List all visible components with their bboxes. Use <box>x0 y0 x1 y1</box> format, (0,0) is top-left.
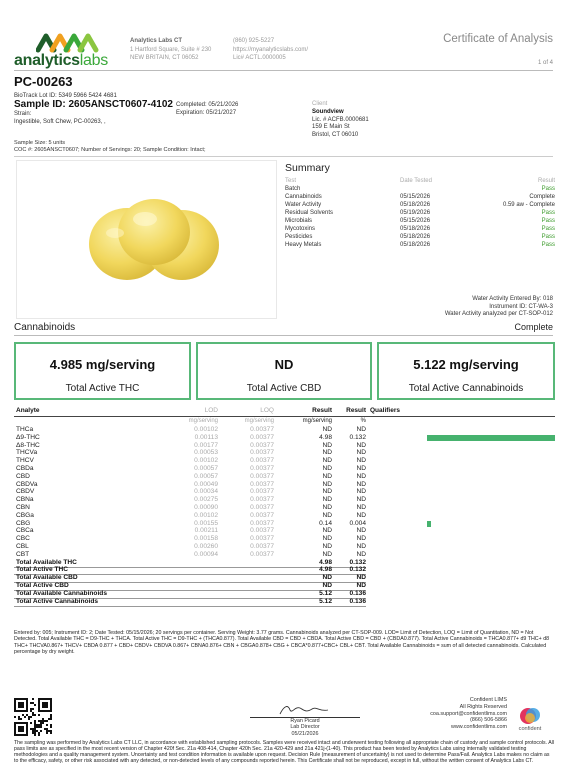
analyte-name: Δ8-THC <box>16 441 40 449</box>
analyte-name: CBDVa <box>16 480 38 488</box>
analyte-result-mg: ND <box>322 527 332 535</box>
cannabinoids-status: Complete <box>514 322 553 332</box>
summary-row <box>285 186 555 194</box>
analyte-lod: 0.00260 <box>194 543 218 550</box>
summary-row <box>285 210 555 218</box>
lab-logo <box>14 30 118 70</box>
summary-result: Pass <box>541 186 555 192</box>
analyte-lod: 0.00049 <box>194 480 218 488</box>
total-result-mg: ND <box>322 582 332 589</box>
summary-date: 05/18/2026 <box>400 242 431 248</box>
summary-date: 05/15/2026 <box>400 218 431 224</box>
completed-date: Completed: 05/21/2026 <box>176 102 239 108</box>
analyte-loq: 0.00377 <box>250 496 274 504</box>
signature-text <box>250 718 360 737</box>
analyte-lod: 0.00211 <box>194 527 218 535</box>
analyte-result-pct: ND <box>356 527 366 535</box>
lab-contact <box>233 37 308 63</box>
analyte-result-mg: ND <box>322 426 332 433</box>
box-label: Total Active Cannabinoids <box>408 383 524 394</box>
analyte-loq: 0.00377 <box>250 527 274 535</box>
lab-address-line1: 1 Hartford Square, Suite # 230 <box>130 46 212 53</box>
analyte-result-pct: ND <box>356 535 366 543</box>
table-row <box>14 496 555 504</box>
confident-lims-info <box>430 697 507 731</box>
client-name: Soundview <box>312 108 344 115</box>
water-activity-info <box>445 296 553 319</box>
analyte-lod: 0.00113 <box>194 433 218 441</box>
analyte-result-pct: ND <box>356 504 366 511</box>
product-photo <box>16 160 277 319</box>
total-result-mg: 4.98 <box>319 566 332 574</box>
total-result-pct: 0.132 <box>349 566 366 574</box>
total-active-thc-box <box>14 342 191 400</box>
analyte-lod: 0.00090 <box>194 504 218 511</box>
unit-result-mg: mg/serving <box>302 418 332 424</box>
coc-info: COC #: 2605ANSCT0607; Number of Servings: 20; Sample Condition: Intact; <box>14 146 206 153</box>
analyte-loq: 0.00377 <box>250 480 274 488</box>
table-row <box>14 488 555 496</box>
analyte-name: CBT <box>16 550 30 558</box>
document-title: Certificate of Analysis <box>443 33 553 45</box>
unit-lod: mg/serving <box>188 418 218 424</box>
summary-header-date: Date Tested <box>400 178 432 184</box>
total-row <box>14 566 555 574</box>
sample-dates <box>176 101 238 118</box>
analyte-loq: 0.00377 <box>250 465 274 472</box>
analyte-loq: 0.00377 <box>250 535 274 543</box>
section-divider <box>14 156 553 157</box>
signature-scribble-icon <box>250 700 360 717</box>
strain-label: Strain: <box>14 111 32 117</box>
analyte-result-pct: ND <box>356 465 366 472</box>
total-result-mg: 5.12 <box>319 597 332 605</box>
table-row <box>14 449 555 457</box>
analyte-loq: 0.00377 <box>250 426 274 433</box>
summary-result: Pass <box>541 226 555 232</box>
summary-row <box>285 218 555 226</box>
summary-row <box>285 194 555 202</box>
confident-logo-text: confident <box>518 726 542 732</box>
summary-test: Mycotoxins <box>285 226 316 232</box>
confident-website[interactable]: www.confidentlims.com <box>450 724 507 731</box>
analyte-name: THCV <box>16 457 34 465</box>
analyte-result-pct: ND <box>356 441 366 449</box>
analyte-result-pct: 0.004 <box>349 519 366 527</box>
analyte-name: CBN <box>16 504 30 511</box>
summary-test: Batch <box>285 186 301 192</box>
analyte-lod: 0.00158 <box>194 535 218 543</box>
summary-test: Cannabinoids <box>285 194 322 200</box>
analyte-result-pct: 0.132 <box>349 433 366 441</box>
summary-row <box>285 234 555 242</box>
summary-test: Pesticides <box>285 234 313 240</box>
expiration-date: Expiration: 05/21/2027 <box>176 110 237 117</box>
table-row <box>14 535 555 543</box>
table-row <box>14 434 555 442</box>
result-bar <box>427 435 555 441</box>
lab-name: Analytics Labs CT <box>130 38 183 44</box>
lab-website[interactable]: https://myanalyticslabs.com/ <box>233 46 309 53</box>
analyte-result-pct: ND <box>356 449 366 457</box>
box-label: Total Active THC <box>65 383 140 394</box>
table-row <box>14 457 555 465</box>
analyte-result-pct: ND <box>356 488 366 496</box>
result-bar <box>427 521 431 527</box>
header-qualifiers: Qualifiers <box>370 407 400 414</box>
table-row <box>14 473 555 481</box>
summary-result: Pass <box>541 210 555 216</box>
box-label: Total Active CBD <box>246 383 322 394</box>
summary-row <box>285 242 555 250</box>
header-lod: LOD <box>204 407 218 414</box>
summary-date: 05/15/2026 <box>400 194 431 200</box>
analyte-result-pct: ND <box>356 550 366 558</box>
analyte-loq: 0.00377 <box>250 543 274 550</box>
total-result-mg: 5.12 <box>319 589 332 597</box>
lab-address-line2: NEW BRITAIN, CT 06052 <box>130 55 199 62</box>
header-analyte: Analyte <box>16 407 40 414</box>
analyte-result-mg: ND <box>322 550 332 558</box>
analyte-result-mg: ND <box>322 488 332 496</box>
analyte-result-mg: ND <box>322 480 332 488</box>
analyte-loq: 0.00377 <box>250 449 274 457</box>
sample-size: Sample Size: 5 units <box>14 140 65 146</box>
analyte-result-pct: ND <box>356 511 366 519</box>
total-active-cannabinoids-box <box>377 342 555 400</box>
lab-logo-text: analyticslabs <box>14 52 108 69</box>
summary-date: 05/18/2026 <box>400 226 431 232</box>
table-row <box>14 512 555 520</box>
sample-size-info <box>14 140 206 154</box>
cannabinoids-title: Cannabinoids <box>14 322 76 333</box>
total-name: Total Active THC <box>16 566 69 574</box>
analyte-loq: 0.00377 <box>250 550 274 558</box>
total-result-pct: ND <box>356 574 366 582</box>
confident-line2: All Rights Reserved <box>459 703 507 710</box>
total-row <box>14 582 555 590</box>
analyte-name: CBD <box>16 472 30 480</box>
summary-result: Complete <box>529 194 555 200</box>
table-row <box>14 504 555 512</box>
signer-name: Ryan Picard <box>290 718 320 724</box>
summary-date: 05/18/2026 <box>400 202 431 208</box>
summary-row <box>285 202 555 210</box>
analyte-lod: 0.00034 <box>194 488 218 496</box>
total-name: Total Active Cannabinoids <box>16 597 99 605</box>
confident-logo <box>513 706 547 736</box>
analyte-name: CBG <box>16 519 31 527</box>
header-loq: LOQ <box>260 407 274 414</box>
table-row <box>14 426 555 434</box>
total-result-pct: 0.136 <box>349 589 366 597</box>
confident-logo-icon <box>513 706 547 726</box>
analyte-lod: 0.00102 <box>194 511 218 519</box>
total-result-pct: ND <box>356 582 366 589</box>
analyte-lod: 0.00094 <box>194 550 218 558</box>
analyte-lod: 0.00155 <box>194 519 218 527</box>
cannabinoid-notes: Entered by: 005; Instrument ID: 2; Date Tested: 05/15/2026; 20 servings per container. Serving Weight: 3.77 grams. Cannabinoids analyzed per CT-SOP-009. LOD= Limit of Detection, LOQ = Limit of Quantitation, ND = Not Detected. Total Available THC = D9-THC + THCA. Total Active THC = D9-THC + (THCA0.877). Total Available CBD = CBD + CBDA. Total Active CBD = CBD + (CBDA0.877). Total Active Cannabinoids = THCA0.877+ d9 THC+ d8 THC+ THCVA0.867+ THCV+ CBDA 0.877 + CBD+ CBDV+ CBDVA 0.867+ CBNA0.876+ CBN + CBGA0.878+ CBG + CBCA*0.877+CBC+ CBL+ CBT. Total Available Cannabinoids = sum of all detected cannabinoids. Calculated percentage by dry weight. <box>14 630 550 655</box>
total-row <box>14 574 555 582</box>
summary-test: Water Activity <box>285 202 322 208</box>
box-value: ND <box>274 357 294 372</box>
analyte-name: THCa <box>16 426 34 433</box>
table-row <box>14 520 555 528</box>
box-value: 5.122 mg/serving <box>413 357 519 372</box>
client-street: 159 E Main St <box>312 124 350 131</box>
client-label: Client <box>312 101 328 107</box>
qr-code-icon <box>14 698 52 736</box>
client-license: Lic. # ACFB.0000681 <box>312 116 369 123</box>
footer-disclaimer: The sampling was performed by Analytics Labs CT LLC, in accordance with established sampling protocols. Samples were received intact and underwent testing following all appropriate chain of custody and sample control protocols. All pass limits are as specified in the most recent version of Chapter 420f Sec. 21a 408-414, Chapter 420h Sec. 21a 420-429 and 21a 421j-(1-40). This product has been tested by Analytics Labs using internally validated testing methodologies and a quality management system. Uncertainty and test condition information is available upon request. Decision Rule (measurement of uncertainty) is not used to determine Pass/Fail. Analytics Labs makes no claim as to the efficacy, safety, or other risk associated with any detected, or non-detected levels of any compounds reported herein. This Certificate shall not be reproduced, except in full, without the written consent of Analytics Labs CT. <box>14 740 554 764</box>
analyte-lod: 0.00102 <box>194 426 218 433</box>
total-result-pct: 0.136 <box>349 597 366 605</box>
lab-phone: (860) 925-5227 <box>233 38 275 44</box>
analyte-result-mg: ND <box>322 449 332 457</box>
cannabinoids-divider <box>14 335 553 336</box>
analyte-name: CBC <box>16 535 30 543</box>
lab-address <box>130 37 230 63</box>
total-result-pct: 0.132 <box>349 558 366 566</box>
total-name: Total Available CBD <box>16 574 78 582</box>
signer-title: Lab Director <box>290 724 320 731</box>
analyte-result-pct: ND <box>356 457 366 465</box>
analyte-result-pct: ND <box>356 496 366 504</box>
wa-sop: Water Activity analyzed per CT-SOP-012 <box>444 311 553 318</box>
analyte-name: CBCa <box>16 527 34 535</box>
unit-result-pct: % <box>360 418 366 424</box>
total-name: Total Available THC <box>16 558 77 566</box>
total-row-rule <box>14 606 366 607</box>
sample-id: Sample ID: 2605ANSCT0607-4102 <box>14 99 173 110</box>
analyte-result-mg: 0.14 <box>319 519 332 527</box>
biotrack-lot-id: BioTrack Lot ID: 5349 5966 5424 4681 <box>14 93 117 99</box>
analyte-result-mg: ND <box>322 465 332 472</box>
analyte-result-mg: ND <box>322 543 332 550</box>
client-block <box>312 101 369 140</box>
lab-logo-mark-icon <box>36 30 140 54</box>
analyte-lod: 0.00102 <box>194 457 218 465</box>
analyte-result-mg: ND <box>322 441 332 449</box>
gummy-image <box>17 161 277 319</box>
lab-license: Lic# ACTL.0000005 <box>233 55 286 62</box>
total-row <box>14 590 555 598</box>
wa-entered-by: Water Activity Entered By: 018 <box>472 296 553 302</box>
analyte-name: CBDV <box>16 488 35 496</box>
total-row <box>14 559 555 567</box>
analyte-lod: 0.00177 <box>194 441 218 449</box>
analyte-result-mg: ND <box>322 496 332 504</box>
summary-title: Summary <box>285 162 330 174</box>
table-row <box>14 543 555 551</box>
header-result-pct: Result <box>346 407 366 414</box>
analyte-table-units <box>14 418 555 426</box>
confident-email[interactable]: coa.support@confidentlims.com <box>430 710 507 717</box>
confident-line1: Confident LIMS <box>469 697 507 703</box>
summary-header-test: Test <box>285 178 297 184</box>
analyte-result-pct: ND <box>356 426 366 433</box>
analyte-loq: 0.00377 <box>250 472 274 480</box>
summary-row <box>285 226 555 234</box>
analyte-loq: 0.00377 <box>250 433 274 441</box>
total-row <box>14 598 555 606</box>
strain-value: Ingestible, Soft Chew, PC-00263, , <box>14 118 106 125</box>
signature-date: 05/21/2026 <box>291 730 319 737</box>
analyte-loq: 0.00377 <box>250 488 274 496</box>
summary-result: Pass <box>541 218 555 224</box>
analyte-lod: 0.00057 <box>194 472 218 480</box>
total-name: Total Active CBD <box>16 582 69 589</box>
analyte-result-pct: ND <box>356 472 366 480</box>
summary-header-result: Result <box>537 178 555 184</box>
analyte-result-mg: ND <box>322 457 332 465</box>
analyte-lod: 0.00275 <box>194 496 218 504</box>
analyte-name: CBNa <box>16 496 34 504</box>
summary-result: Pass <box>541 234 555 240</box>
analyte-result-pct: ND <box>356 480 366 488</box>
analyte-name: THCVa <box>16 449 38 457</box>
summary-date: 05/18/2026 <box>400 234 431 240</box>
analyte-result-mg: 4.98 <box>319 433 332 441</box>
summary-result: 0.59 aw - Complete <box>502 202 555 208</box>
analyte-result-mg: ND <box>322 504 332 511</box>
summary-test: Heavy Metals <box>285 242 322 248</box>
summary-result: Pass <box>541 242 555 248</box>
box-value: 4.985 mg/serving <box>49 357 156 372</box>
analyte-result-pct: ND <box>356 543 366 550</box>
total-result-mg: 4.98 <box>319 558 332 566</box>
summary-date: 05/19/2026 <box>400 210 431 216</box>
analyte-lod: 0.00053 <box>194 449 218 457</box>
table-row <box>14 465 555 473</box>
strain-info <box>14 111 106 127</box>
analyte-name: Δ9-THC <box>16 433 40 441</box>
unit-loq: mg/serving <box>244 418 274 424</box>
analyte-name: CBDa <box>16 465 34 472</box>
analyte-loq: 0.00377 <box>250 504 274 511</box>
qr-code[interactable] <box>14 698 52 736</box>
table-row <box>14 481 555 489</box>
analyte-name: CBGa <box>16 511 34 519</box>
total-name: Total Available Cannabinoids <box>16 589 107 597</box>
product-code: PC-00263 <box>14 74 73 89</box>
analyte-loq: 0.00377 <box>250 511 274 519</box>
table-row <box>14 442 555 450</box>
summary-test: Microbials <box>285 218 313 224</box>
header-result-mg: Result <box>312 407 332 414</box>
analyte-loq: 0.00377 <box>250 519 274 527</box>
analyte-loq: 0.00377 <box>250 457 274 465</box>
summary-test: Residual Solvents <box>285 210 334 216</box>
page-number: 1 of 4 <box>537 60 553 66</box>
analyte-result-mg: ND <box>322 535 332 543</box>
client-city: Bristol, CT 06010 <box>312 132 359 139</box>
table-header-rule <box>14 416 555 417</box>
analyte-lod: 0.00057 <box>194 465 218 472</box>
table-row <box>14 551 555 559</box>
header-divider <box>14 70 553 71</box>
confident-phone: (866) 506-5866 <box>470 717 507 724</box>
total-result-mg: ND <box>322 574 332 582</box>
analyte-result-mg: ND <box>322 472 332 480</box>
table-row <box>14 527 555 535</box>
analyte-result-mg: ND <box>322 511 332 519</box>
total-active-cbd-box <box>196 342 372 400</box>
analyte-name: CBL <box>16 543 29 550</box>
analyte-loq: 0.00377 <box>250 441 274 449</box>
wa-instrument: Instrument ID: CT-WA-3 <box>489 303 553 310</box>
